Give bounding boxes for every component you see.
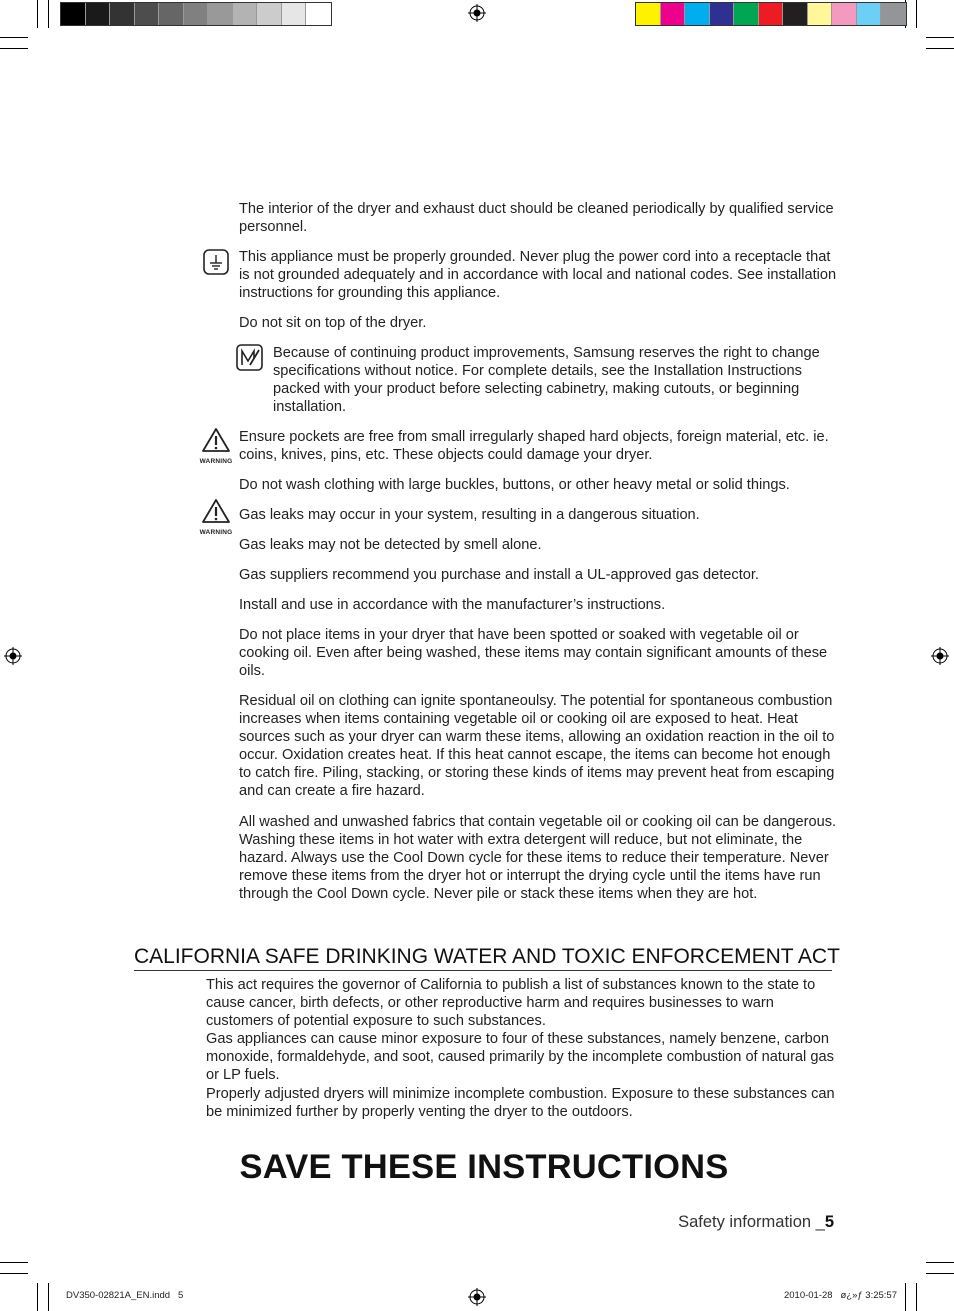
crop-mark	[926, 37, 954, 38]
california-paragraph: Gas appliances can cause minor exposure to four of these substances, namely benzene, carbon monoxide, formaldehyde, and soot, caused primarily by the incomplete combustion of natural gas or LP fuels.	[206, 1031, 834, 1084]
paragraph: Install and use in accordance with the manufacturer’s instructions.	[239, 597, 666, 613]
warning-icon	[199, 498, 233, 536]
registration-mark-icon	[931, 647, 949, 665]
color-swatch	[257, 3, 282, 25]
warning-label: WARNING	[199, 529, 233, 536]
color-swatch	[710, 3, 735, 25]
color-swatch	[881, 3, 906, 25]
crop-mark	[926, 1273, 954, 1274]
page-number: 5	[824, 1213, 834, 1231]
crop-mark	[0, 1262, 28, 1263]
color-swatch	[808, 3, 833, 25]
color-swatch	[636, 3, 661, 25]
page-footer	[678, 1213, 834, 1232]
crop-mark	[37, 0, 38, 28]
file-slug: DV350-02821A_EN.indd 5	[66, 1290, 184, 1301]
registration-mark-icon	[4, 647, 22, 665]
color-swatch	[282, 3, 307, 25]
note-icon	[236, 344, 263, 376]
crop-mark	[0, 37, 28, 38]
save-instructions-title: SAVE THESE INSTRUCTIONS	[239, 1148, 729, 1186]
color-swatch	[832, 3, 857, 25]
color-swatch	[208, 3, 233, 25]
crop-mark	[916, 1283, 917, 1311]
color-swatch	[184, 3, 209, 25]
color-swatch	[86, 3, 111, 25]
section-heading: CALIFORNIA SAFE DRINKING WATER AND TOXIC ENFORCEMENT ACT	[134, 944, 832, 971]
gray-color-bar	[60, 2, 332, 26]
crop-mark	[916, 0, 917, 28]
note-paragraph: Because of continuing product improvements, Samsung reserves the right to change specifications without notice. For complete details, see the Installation Instructions packed with your product before selecting cabinetry, making cutouts, or beginning installation.	[273, 345, 820, 416]
paragraph: Ensure pockets are free from small irregularly shaped hard objects, foreign material, etc. ie. coins, knives, pins, etc. These objects could damage your dryer.	[239, 429, 829, 464]
paragraph: This appliance must be properly grounded. Never plug the power cord into a receptacle that is not grounded adequately and in accordance with local and national codes. See installation instructions for grounding this appliance.	[239, 249, 837, 302]
paragraph: Gas leaks may occur in your system, resulting in a dangerous situation.	[239, 507, 700, 523]
crop-mark	[48, 0, 49, 28]
timestamp-slug: 2010-01-28 ø¿»ƒ 3:25:57	[783, 1290, 897, 1301]
paragraph: Do not place items in your dryer that have been spotted or soaked with vegetable oil or cooking oil. Even after being washed, these items may contain significant amounts of these oils.	[239, 627, 828, 680]
warning-icon	[199, 427, 233, 465]
crop-mark	[48, 1283, 49, 1311]
crop-mark	[0, 48, 28, 49]
ground-icon	[203, 249, 229, 280]
crop-mark	[0, 1273, 28, 1274]
crop-mark	[926, 48, 954, 49]
crop-mark	[905, 1283, 906, 1311]
color-swatch	[857, 3, 882, 25]
paragraph: Do not sit on top of the dryer.	[239, 315, 427, 331]
color-swatch	[685, 3, 710, 25]
process-color-bar	[635, 2, 907, 26]
paragraph: Do not wash clothing with large buckles, buttons, or other heavy metal or solid things.	[239, 477, 790, 493]
paragraph: Gas leaks may not be detected by smell alone.	[239, 537, 542, 553]
california-paragraph: This act requires the governor of California to publish a list of substances known to the state to cause cancer, birth defects, or other reproductive harm and requires businesses to warn customers of potential exposure to such substances.	[206, 977, 816, 1030]
registration-mark-icon	[468, 1288, 486, 1306]
color-swatch	[759, 3, 784, 25]
color-swatch	[306, 3, 331, 25]
color-swatch	[135, 3, 160, 25]
paragraph: Gas suppliers recommend you purchase and install a UL-approved gas detector.	[239, 567, 759, 583]
footer-section: Safety information _	[678, 1213, 825, 1231]
registration-mark-icon	[468, 4, 486, 22]
color-swatch	[110, 3, 135, 25]
crop-mark	[926, 1262, 954, 1263]
paragraph: Residual oil on clothing can ignite spontaneoulsy. The potential for spontaneous combustion increases when items containing vegetable oil or cooking oil are exposed to heat. Heat sources such as your dryer can warm these items, allowing an oxidation reaction in the oil to occur. Oxidation creates heat. If this heat cannot escape, the items can become hot enough to catch fire. Piling, stacking, or storing these kinds of items may prevent heat from escaping and can create a fire hazard.	[239, 693, 835, 800]
california-paragraph: Properly adjusted dryers will minimize incomplete combustion. Exposure to these substances can be minimized further by properly venting the dryer to the outdoors.	[206, 1086, 835, 1121]
paragraph: The interior of the dryer and exhaust duct should be cleaned periodically by qualified service personnel.	[239, 201, 834, 236]
warning-label: WARNING	[199, 458, 233, 465]
color-swatch	[233, 3, 258, 25]
color-swatch	[783, 3, 808, 25]
color-swatch	[661, 3, 686, 25]
color-swatch	[734, 3, 759, 25]
paragraph: All washed and unwashed fabrics that contain vegetable oil or cooking oil can be dangerous. Washing these items in hot water with extra detergent will reduce, but not eliminate, the hazard. Always use the Cool Down cycle for these items to reduce their temperature. Never remove these items from the dryer hot or interrupt the drying cycle until the items have run through the Cool Down cycle. Never pile or stack these items when they are hot.	[239, 814, 837, 903]
color-swatch	[159, 3, 184, 25]
crop-mark	[37, 1283, 38, 1311]
color-swatch	[61, 3, 86, 25]
